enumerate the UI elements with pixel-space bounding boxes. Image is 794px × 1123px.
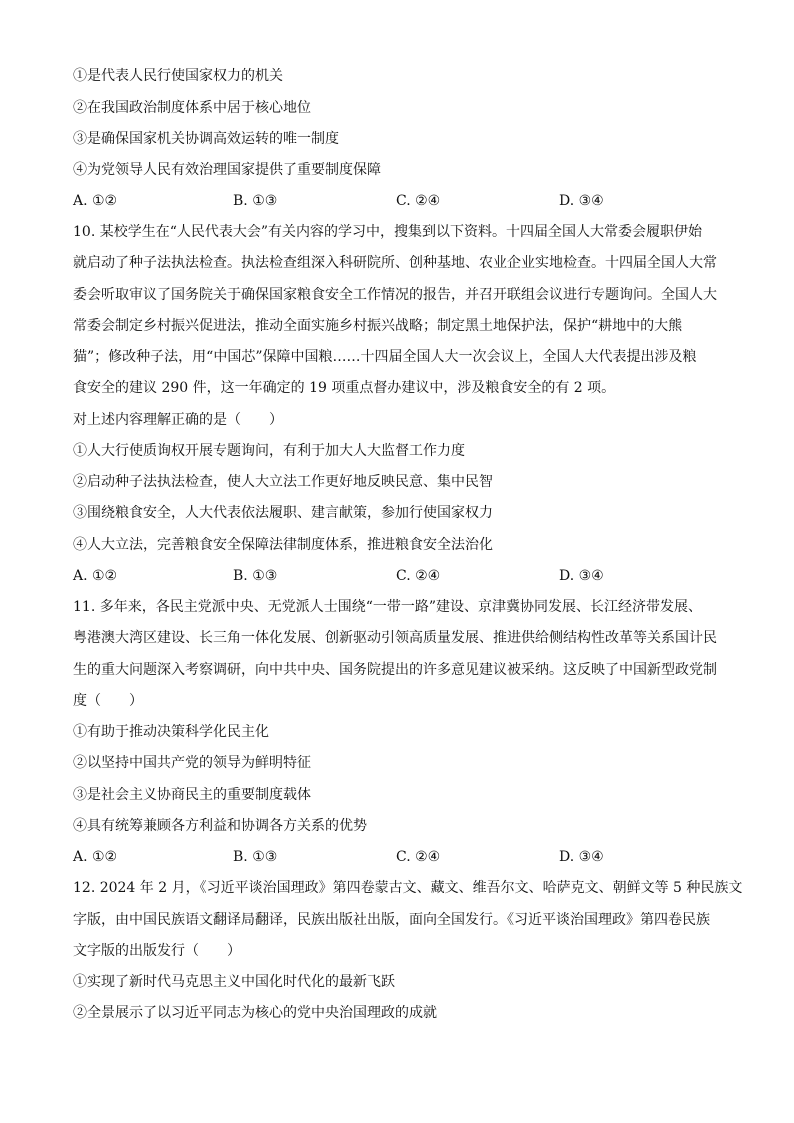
q9-option-3: ③是确保国家机关协调高效运转的唯一制度 (73, 131, 339, 147)
q11-stem-line: 11. 多年来，各民主党派中央、无党派人士围绕“一带一路”建设、京津冀协同发展、长江经济带发展、 (73, 599, 703, 615)
q9-choice-b: B. ①③ (233, 193, 278, 209)
q10-option-2: ②启动种子法执法检查，使人大立法工作更好地反映民意、集中民智 (73, 474, 493, 490)
q9-choice-c: C. ②④ (396, 193, 441, 209)
q9-option-4: ④为党领导人民有效治理国家提供了重要制度保障 (73, 162, 381, 178)
q10-choice-d: D. ③④ (559, 568, 604, 584)
q10-option-4: ④人大立法，完善粮食安全保障法律制度体系，推进粮食安全法治化 (73, 537, 493, 553)
q11-choices (73, 848, 723, 866)
q9-choice-d: D. ③④ (559, 193, 604, 209)
q11-option-4: ④具有统筹兼顾各方利益和协调各方关系的优势 (73, 818, 367, 834)
q10-stem-line: 猫”；修改种子法，用“中国芯”保障中国粮……十四届全国人大一次会议上，全国人大代表提出涉及粮 (73, 349, 697, 365)
q12-stem-line: 文字版的出版发行（ ） (73, 943, 241, 959)
q11-choice-c: C. ②④ (396, 849, 441, 865)
q12-option-2: ②全景展示了以习近平同志为核心的党中央治国理政的成就 (73, 1005, 437, 1021)
q10-stem-line: 食安全的建议 290 件，这一年确定的 19 项重点督办建议中，涉及粮食安全的有 2 项。 (73, 380, 616, 396)
q12-stem-line: 字版，由中国民族语文翻译局翻译，民族出版社出版，面向全国发行。《习近平谈治国理政》第四卷民族 (73, 912, 710, 928)
q11-choice-b: B. ①③ (233, 849, 278, 865)
q11-choice-a: A. ①② (73, 849, 118, 865)
q11-choice-d: D. ③④ (559, 849, 604, 865)
q9-choices (73, 192, 723, 210)
q11-stem-line: 度（ ） (73, 693, 143, 709)
q10-stem-line: 委会听取审议了国务院关于确保国家粮食安全工作情况的报告，并召开联组会议进行专题询问。全国人大 (73, 287, 717, 303)
q12-stem-line: 12. 2024 年 2 月，《习近平谈治国理政》第四卷蒙古文、藏文、维吾尔文、哈萨克文、朝鲜文等 5 种民族文 (73, 880, 743, 896)
q10-choices (73, 567, 723, 585)
q9-choice-a: A. ①② (73, 193, 118, 209)
q10-choice-a: A. ①② (73, 568, 118, 584)
q11-stem-line: 粤港澳大湾区建设、长三角一体化发展、创新驱动引领高质量发展、推进供给侧结构性改革等关系国计民 (73, 630, 717, 646)
q9-option-1: ①是代表人民行使国家权力的机关 (73, 68, 283, 84)
q10-choice-c: C. ②④ (396, 568, 441, 584)
q11-stem-line: 生的重大问题深入考察调研，向中共中央、国务院提出的许多意见建议被采纳。这反映了中国新型政党制 (73, 662, 717, 678)
q9-option-2: ②在我国政治制度体系中居于核心地位 (73, 100, 311, 116)
q10-option-3: ③围绕粮食安全，人大代表依法履职、建言献策，参加行使国家权力 (73, 505, 493, 521)
q11-option-1: ①有助于推动决策科学化民主化 (73, 724, 269, 740)
q10-stem-line: 10. 某校学生在“人民代表大会”有关内容的学习中，搜集到以下资料。十四届全国人大常委会履职伊始 (73, 224, 703, 240)
q10-choice-b: B. ①③ (233, 568, 278, 584)
q10-stem-line: 常委会制定乡村振兴促进法，推动全面实施乡村振兴战略；制定黑土地保护法，保护“耕地中的大熊 (73, 318, 683, 334)
q12-option-1: ①实现了新时代马克思主义中国化时代化的最新飞跃 (73, 974, 395, 990)
q10-option-1: ①人大行使质询权开展专题询问，有利于加大人大监督工作力度 (73, 443, 465, 459)
q10-stem-line: 就启动了种子法执法检查。执法检查组深入科研院所、创种基地、农业企业实地检查。十四届全国人大常 (73, 255, 717, 271)
q10-question: 对上述内容理解正确的是（ ） (73, 412, 283, 428)
q11-option-2: ②以坚持中国共产党的领导为鲜明特征 (73, 755, 311, 771)
q11-option-3: ③是社会主义协商民主的重要制度载体 (73, 787, 311, 803)
